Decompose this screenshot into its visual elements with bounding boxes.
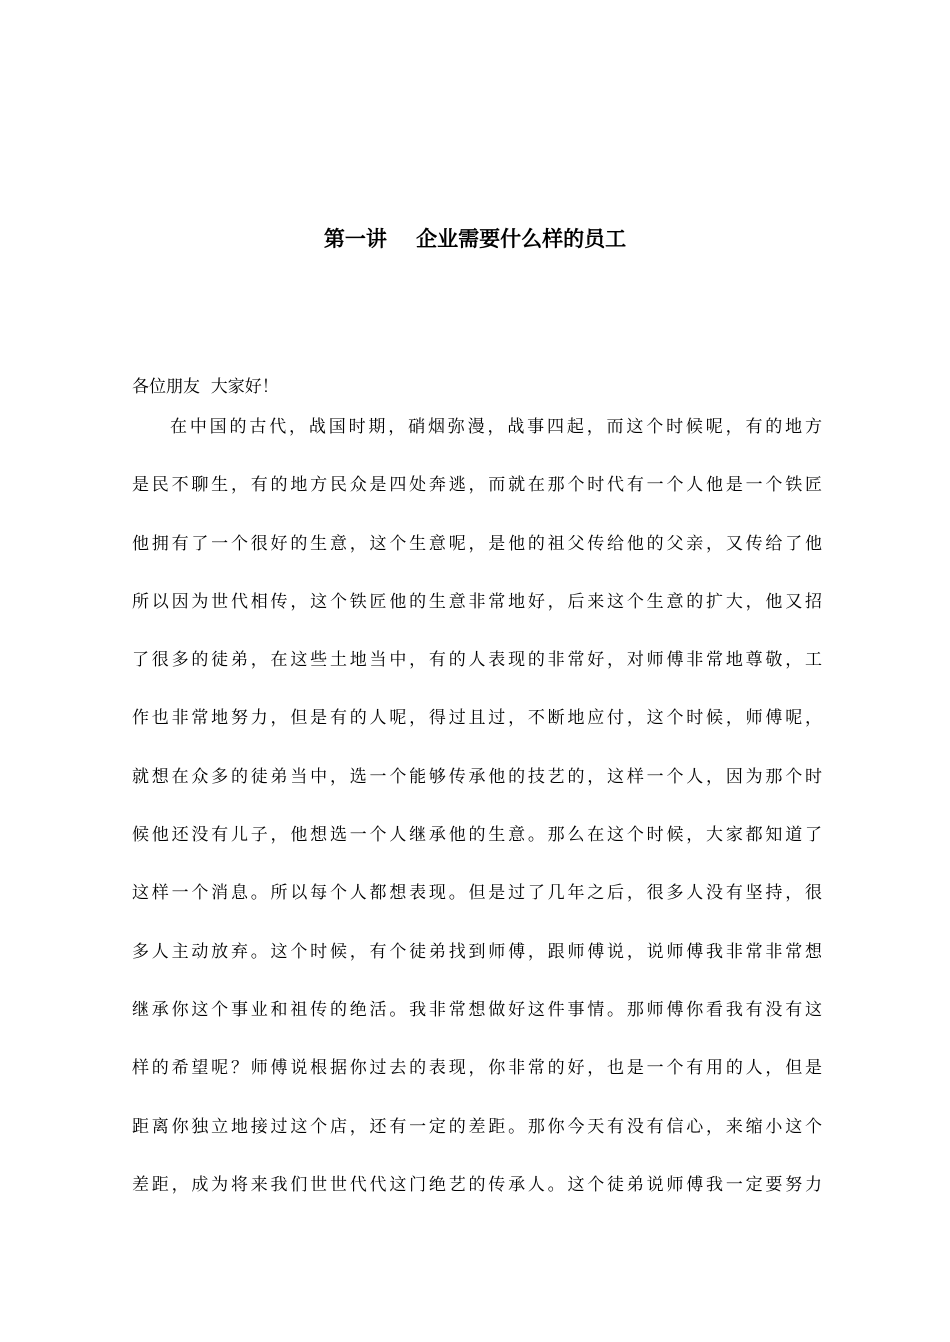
text-line: 继承你这个事业和祖传的绝活。我非常想做好这件事情。那师傅你看我有没有这 [132, 999, 822, 1020]
text-line: 多人主动放弃。这个时候，有个徒弟找到师傅，跟师傅说，说师傅我非常非常想 [132, 941, 822, 962]
text-line: 了很多的徒弟，在这些土地当中，有的人表现的非常好，对师傅非常地尊敬，工 [132, 650, 822, 671]
text-line: 他拥有了一个很好的生意，这个生意呢，是他的祖父传给他的父亲，又传给了他 [132, 533, 822, 554]
text-line: 是民不聊生，有的地方民众是四处奔逃，而就在那个时代有一个人他是一个铁匠 [132, 475, 822, 496]
body-paragraph [132, 413, 822, 1229]
text-line: 作也非常地努力，但是有的人呢，得过且过，不断地应付，这个时候，师傅呢， [132, 708, 822, 729]
text-line: 在中国的古代，战国时期，硝烟弥漫，战事四起，而这个时候呢，有的地方 [170, 417, 822, 437]
text-line: 所以因为世代相传，这个铁匠他的生意非常地好，后来这个生意的扩大，他又招 [132, 591, 822, 612]
text-line: 这样一个消息。所以每个人都想表现。但是过了几年之后，很多人没有坚持，很 [132, 883, 822, 904]
text-line: 距离你独立地接过这个店，还有一定的差距。那你今天有没有信心，来缩小这个 [132, 1116, 822, 1137]
text-line: 就想在众多的徒弟当中，选一个能够传承他的技艺的，这样一个人，因为那个时 [132, 766, 822, 787]
text-line: 差距，成为将来我们世世代代这门绝艺的传承人。这个徒弟说师傅我一定要努力 [132, 1174, 822, 1195]
page-title: 第一讲 企业需要什么样的员工 [323, 227, 627, 251]
text-line: 候他还没有儿子，他想选一个人继承他的生意。那么在这个时候，大家都知道了 [132, 825, 822, 846]
text-line: 样的希望呢？师傅说根据你过去的表现，你非常的好，也是一个有用的人，但是 [132, 1058, 822, 1079]
greeting: 各位朋友 大家好！ [132, 377, 279, 397]
